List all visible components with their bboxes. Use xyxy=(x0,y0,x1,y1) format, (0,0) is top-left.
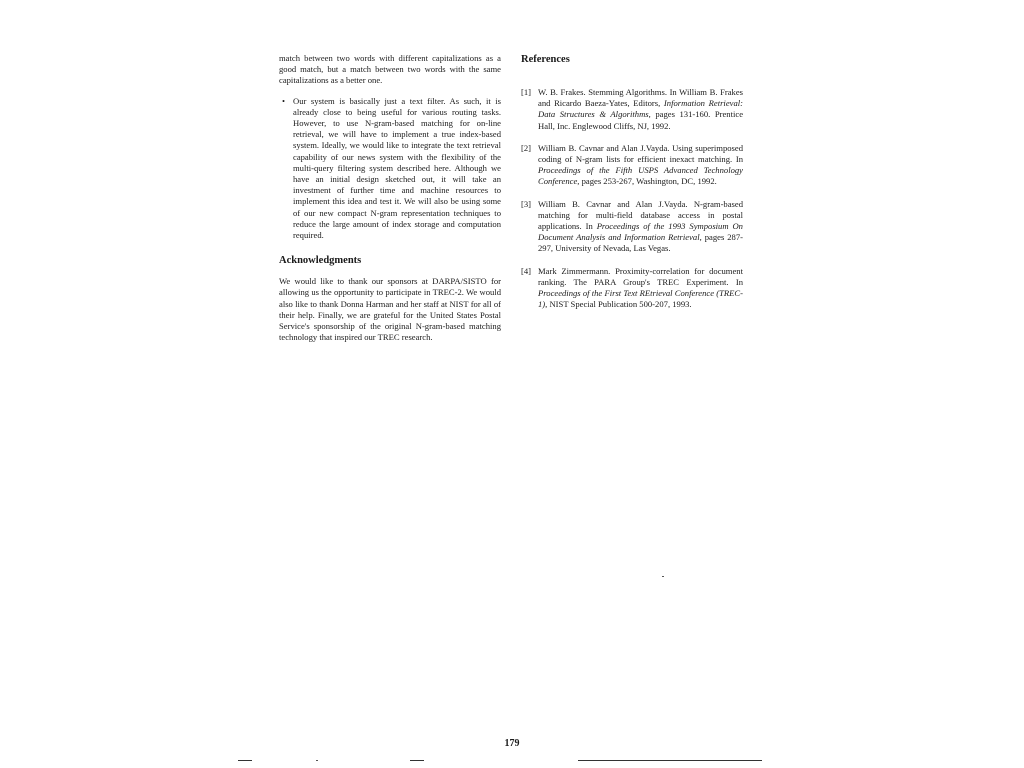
reference-text: William B. Cavnar and Alan J.Vayda. Using superimposed coding of N-gram lists for efficient inexact matching. In xyxy=(538,142,743,165)
reference-item xyxy=(521,87,743,132)
scan-edge-rule xyxy=(238,760,252,761)
bullet-mark: • xyxy=(282,95,286,106)
bullet-item xyxy=(279,96,501,242)
reference-text: , pages 253-267, Washington, DC, 1992. xyxy=(577,176,717,187)
reference-title: Proceedings of the Fifth USPS Advanced Technology Conference xyxy=(538,165,743,187)
reference-text: , NIST Special Publication 500-207, 1993. xyxy=(545,299,692,310)
reference-title: Proceedings of the 1993 Symposium On Document Analysis and Information Retrieval xyxy=(538,221,743,243)
left-column xyxy=(279,53,501,343)
scan-edge-rule xyxy=(410,760,424,761)
reference-text: W. B. Frakes. Stemming Algorithms. In William B. Frakes and Ricardo Baeza-Yates, Editors, xyxy=(538,87,743,109)
reference-text: Mark Zimmermann. Proximity-correlation for document ranking. The PARA Group's TREC Experiment. In xyxy=(538,265,743,287)
reference-number: [2] xyxy=(521,142,532,153)
reference-text: , pages 131-160. Prentice Hall, Inc. Englewood Cliffs, NJ, 1992. xyxy=(538,109,744,131)
reference-item xyxy=(521,143,743,188)
right-column xyxy=(521,53,743,321)
reference-title: Proceedings of the First Text REtrieval Conference (TREC-1) xyxy=(538,288,743,310)
scan-speck xyxy=(316,760,318,761)
scan-edge-rule xyxy=(578,760,762,761)
reference-text: , pages 287-297, University of Nevada, Las Vegas. xyxy=(538,232,744,254)
acknowledgments-paragraph: We would like to thank our sponsors at DARPA/SISTO for allowing us the opportunity to participate in TREC-2. We would also like to thank Donna Harman and her staff at NIST for all of their help. Finally, we are grateful for the United States Postal Service's sponsorship of the original N-gram-based matching technology that inspired our TREC research. xyxy=(279,276,501,343)
reference-text: William B. Cavnar and Alan J.Vayda. N-gram-based matching for multi-field database access in postal applications. In xyxy=(538,198,743,232)
page-number: 179 xyxy=(504,738,520,749)
acknowledgments-heading: Acknowledgments xyxy=(279,255,362,267)
reference-number: [4] xyxy=(521,265,532,276)
reference-number: [1] xyxy=(521,87,532,97)
bullet-paragraph: Our system is basically just a text filter. As such, it is already close to being useful for various routing tasks. However, to use N-gram-based matching for on-line retrieval, we will have to implement a true index-based system. Ideally, we would like to integrate the text retrieval capability of our news system with the flexibility of the multi-query filtering system described here. Although we have an initial design sketched out, it will take an investment of further time and machine resources to implement this idea and test it. We will also be using some of our new compact N-gram representation techniques to reduce the large amount of index storage and computation required. xyxy=(293,95,501,241)
scan-speck xyxy=(662,576,664,577)
references-heading: References xyxy=(521,54,570,65)
intro-paragraph: match between two words with different capitalizations as a good match, but a match between two words with the same capitalizations as a better one. xyxy=(279,53,501,86)
reference-number: [3] xyxy=(521,198,532,209)
reference-item xyxy=(521,199,743,255)
reference-item xyxy=(521,266,743,311)
reference-title: Information Retrieval: Data Structures & Algorithms xyxy=(538,98,743,120)
